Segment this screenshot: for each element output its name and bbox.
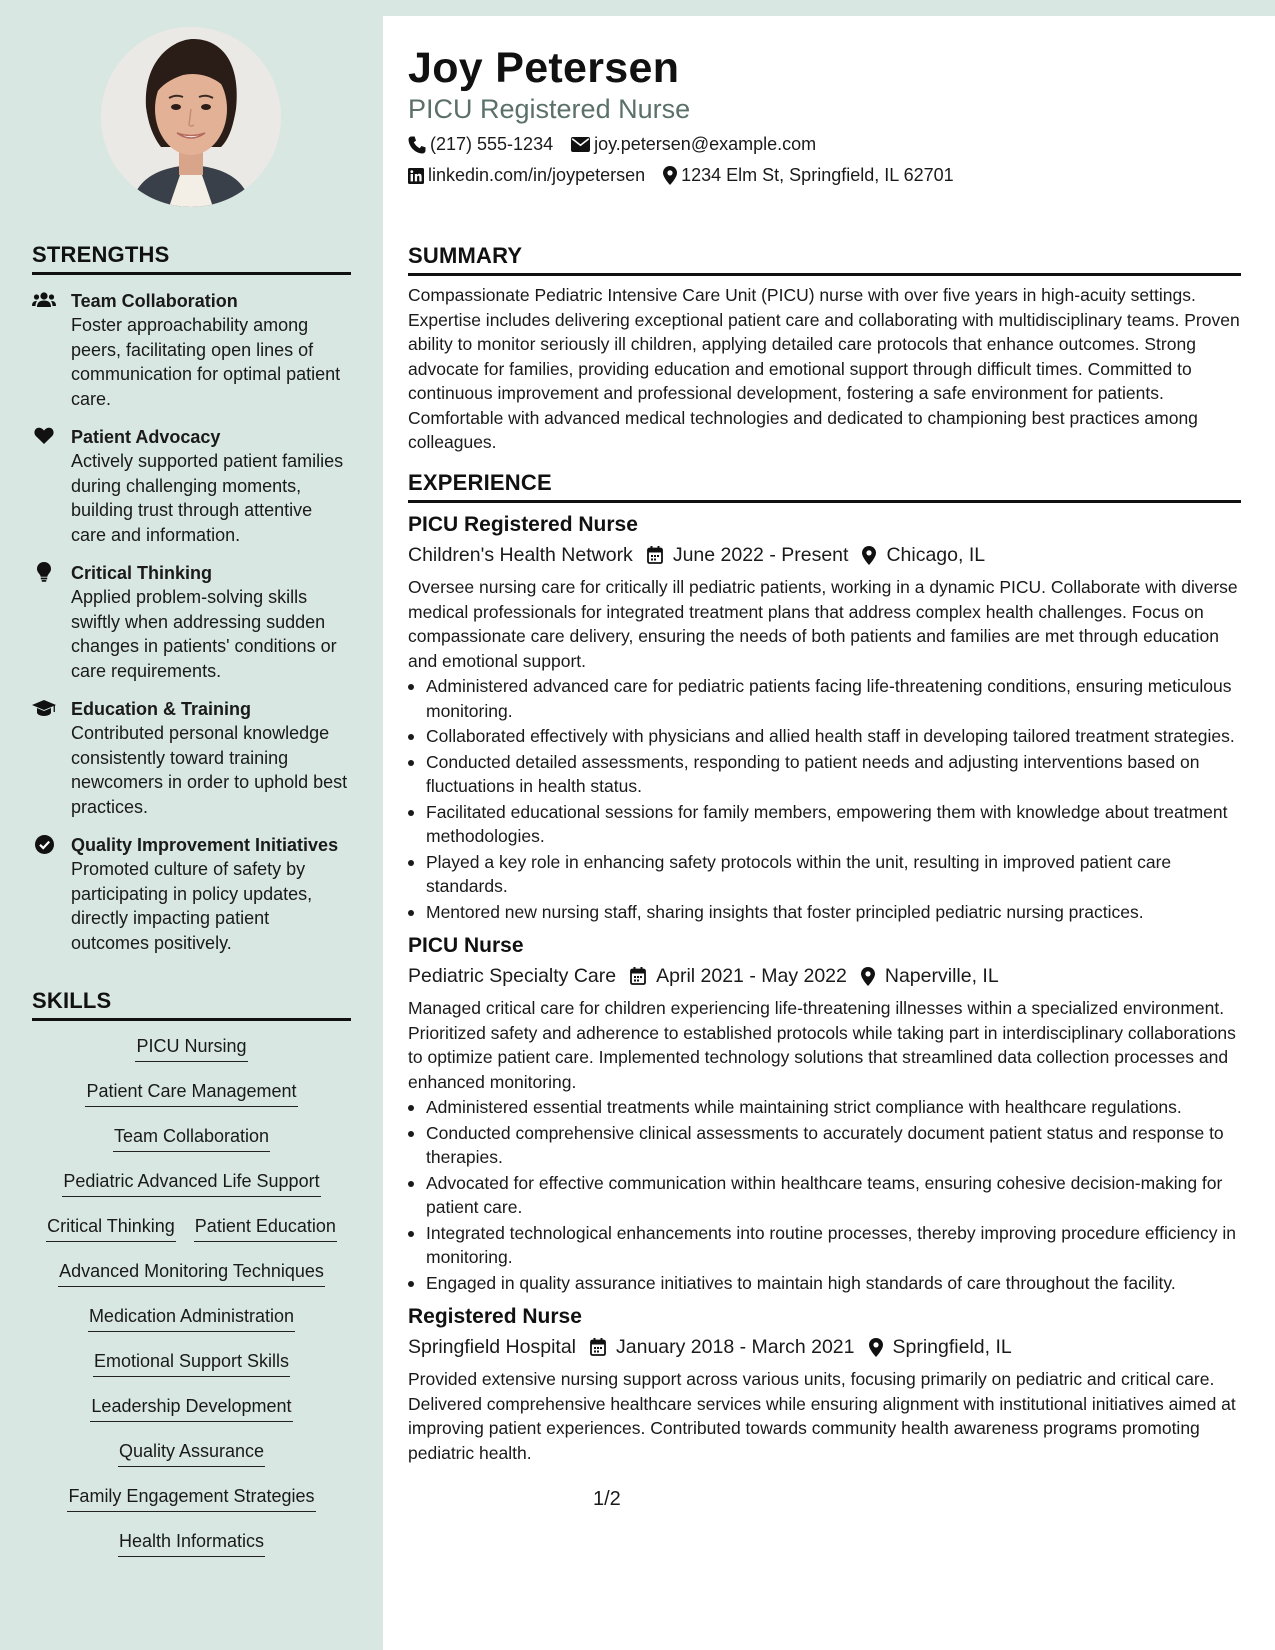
strength-item — [32, 561, 351, 683]
location-pin-icon — [663, 166, 677, 185]
calendar-icon — [647, 546, 663, 564]
lightbulb-icon — [32, 562, 56, 582]
profile-photo — [101, 27, 281, 207]
phone-icon — [408, 136, 426, 154]
job-bullet: Conducted comprehensive clinical assessments to accurately document patient status and response to therapies. — [408, 1121, 1241, 1170]
strength-item — [32, 697, 351, 819]
strength-name: Critical Thinking — [71, 563, 213, 583]
job-bullet: Mentored new nursing staff, sharing insights that foster principled pediatric nursing practices. — [408, 900, 1241, 925]
strength-description: Foster approachability among peers, facilitating open lines of communication for optimal patient care. — [71, 315, 341, 409]
summary-section — [408, 243, 1241, 455]
calendar-icon — [590, 1338, 606, 1356]
skill-tag: Leadership Development — [90, 1395, 292, 1422]
job-title: PICU Registered Nurse — [408, 513, 638, 536]
strengths-section — [32, 242, 351, 955]
linkedin-contact[interactable] — [408, 165, 645, 186]
email-contact[interactable] — [571, 134, 816, 155]
job-bullet: Engaged in quality assurance initiatives to maintain high standards of care throughout the facility. — [408, 1271, 1241, 1296]
home-address: 1234 Elm St, Springfield, IL 62701 — [681, 165, 954, 185]
job-location-wrap — [862, 541, 985, 569]
skills-section — [32, 988, 351, 1575]
job-entry — [408, 932, 1241, 1295]
job-company: Pediatric Specialty Care — [408, 965, 617, 987]
strength-name: Team Collaboration — [71, 291, 238, 311]
job-bullet: Advocated for effective communication within healthcare teams, ensuring cohesive decision-making for patient care. — [408, 1171, 1241, 1220]
skill-tag: Medication Administration — [88, 1305, 295, 1332]
users-icon — [32, 290, 56, 310]
job-bullet: Played a key role in enhancing safety protocols within the unit, resulting in improved patient care standards. — [408, 850, 1241, 899]
skills-heading: SKILLS — [32, 988, 351, 1021]
job-location: Naperville, IL — [884, 965, 999, 987]
job-description: Provided extensive nursing support across various units, focusing primarily on pediatric and critical care. Delivered comprehensive healthcare services while ensuring alignment with institutional initiatives aimed at improving patient experiences. Contributed towards community health awareness programs promoting pediatric health. — [408, 1369, 1236, 1463]
experience-section — [408, 470, 1241, 1465]
strength-description: Contributed personal knowledge consistently toward training newcomers in order to uphold best practices. — [71, 723, 348, 817]
job-meta — [408, 1333, 1241, 1361]
skill-tag: Emotional Support Skills — [93, 1350, 290, 1377]
job-description: Managed critical care for children experiencing life-threatening illnesses within a specialized environment. Prioritized safety and adherence to established protocols while taking part in interdisciplinary collaborations to optimize patient care. Implemented technology solutions that streamlined data collection processes and enhanced monitoring. — [408, 998, 1236, 1092]
location-pin-icon — [861, 967, 875, 986]
linkedin-url: linkedin.com/in/joypetersen — [428, 165, 646, 185]
main-content — [383, 16, 1275, 1650]
job-dates: June 2022 - Present — [672, 544, 849, 566]
skill-tag: Quality Assurance — [118, 1440, 265, 1467]
job-description: Oversee nursing care for critically ill pediatric patients, working in a dynamic PICU. Collaborate with diverse medical professionals for integrated treatment plans that address complex health challenges. Focus on compassionate care delivery, ensuring the needs of both patients and families are met through education and emotional support. — [408, 577, 1238, 671]
skill-tag: PICU Nursing — [135, 1035, 247, 1062]
location-pin-icon — [862, 546, 876, 565]
graduation-cap-icon — [32, 698, 56, 718]
portrait-image — [101, 27, 281, 207]
contact-row — [408, 165, 972, 186]
skill-tag: Family Engagement Strategies — [67, 1485, 315, 1512]
strength-description: Promoted culture of safety by participating in policy updates, directly impacting patient outcomes positively. — [71, 859, 313, 953]
job-company: Springfield Hospital — [408, 1336, 577, 1358]
location-pin-icon — [869, 1338, 883, 1357]
skill-tag: Team Collaboration — [113, 1125, 270, 1152]
skill-list — [32, 1035, 351, 1575]
strength-item — [32, 425, 351, 547]
job-bullet: Administered advanced care for pediatric patients facing life-threatening conditions, ensuring meticulous monitoring. — [408, 674, 1241, 723]
experience-heading: EXPERIENCE — [408, 470, 1241, 503]
job-bullet: Collaborated effectively with physicians and allied health staff in developing tailored treatment strategies. — [408, 724, 1241, 749]
check-circle-icon — [32, 834, 56, 854]
job-entry — [408, 511, 1241, 924]
job-title: PICU Nurse — [408, 934, 524, 957]
job-location: Springfield, IL — [892, 1336, 1012, 1358]
phone-contact[interactable] — [408, 134, 553, 155]
job-bullet: Integrated technological enhancements into routine processes, thereby improving procedure efficiency in monitoring. — [408, 1221, 1241, 1270]
job-entry — [408, 1303, 1241, 1465]
job-company: Children's Health Network — [408, 544, 633, 566]
strengths-heading: STRENGTHS — [32, 242, 351, 275]
job-dates: April 2021 - May 2022 — [656, 965, 847, 987]
address-contact — [663, 165, 954, 186]
skill-tag: Patient Education — [194, 1215, 337, 1242]
summary-heading: SUMMARY — [408, 243, 1241, 276]
job-dates-wrap — [647, 541, 849, 569]
linkedin-icon — [408, 168, 424, 184]
page-number: 1/2 — [593, 1488, 621, 1510]
job-dates-wrap — [630, 962, 847, 990]
strength-name: Quality Improvement Initiatives — [71, 835, 339, 855]
job-location-wrap — [869, 1333, 1012, 1361]
skill-tag: Pediatric Advanced Life Support — [62, 1170, 320, 1197]
job-meta — [408, 962, 1241, 990]
strength-name: Patient Advocacy — [71, 427, 221, 447]
email-address: joy.petersen@example.com — [594, 134, 817, 154]
sidebar — [0, 0, 382, 1650]
job-dates-wrap — [590, 1333, 854, 1361]
phone-number: (217) 555-1234 — [430, 134, 554, 154]
candidate-role: PICU Registered Nurse — [408, 94, 691, 124]
job-bullets — [408, 1095, 1241, 1295]
calendar-icon — [630, 967, 646, 985]
job-bullets — [408, 674, 1241, 924]
strength-description: Actively supported patient families during challenging moments, building trust through attentive care and information. — [71, 451, 344, 545]
skill-tag: Advanced Monitoring Techniques — [58, 1260, 325, 1287]
strength-description: Applied problem-solving skills swiftly when addressing sudden changes in patients' conditions or care requirements. — [71, 587, 337, 681]
job-bullet: Facilitated educational sessions for family members, empowering them with knowledge about treatment methodologies. — [408, 800, 1241, 849]
job-meta — [408, 541, 1241, 569]
candidate-name: Joy Petersen — [408, 44, 680, 92]
contact-row — [408, 134, 834, 155]
strength-item — [32, 833, 351, 955]
skill-tag: Patient Care Management — [85, 1080, 297, 1107]
heart-icon — [32, 426, 56, 446]
job-location: Chicago, IL — [886, 544, 986, 566]
envelope-icon — [571, 137, 590, 152]
skill-tag: Health Informatics — [118, 1530, 265, 1557]
job-bullet: Conducted detailed assessments, responding to patient needs and adjusting interventions based on fluctuations in health status. — [408, 750, 1241, 799]
strength-item — [32, 289, 351, 411]
summary-text: Compassionate Pediatric Intensive Care Unit (PICU) nurse with over five years in high-acuity settings. Expertise includes delivering exceptional patient care and collaborating with multidisciplinary teams. Proven ability to monitor seriously ill children, applying detailed care protocols that enhance outcomes. Strong advocate for families, providing education and emotional support through difficult times. Committed to continuous improvement and professional development, fostering a safe environment for patients. Comfortable with advanced medical technologies and dedicated to championing best practices among colleagues. — [408, 285, 1240, 452]
job-location-wrap — [861, 962, 999, 990]
skill-tag: Critical Thinking — [46, 1215, 176, 1242]
strength-name: Education & Training — [71, 699, 252, 719]
job-dates: January 2018 - March 2021 — [616, 1336, 855, 1358]
job-bullet: Administered essential treatments while maintaining strict compliance with healthcare regulations. — [408, 1095, 1241, 1120]
job-title: Registered Nurse — [408, 1305, 582, 1328]
